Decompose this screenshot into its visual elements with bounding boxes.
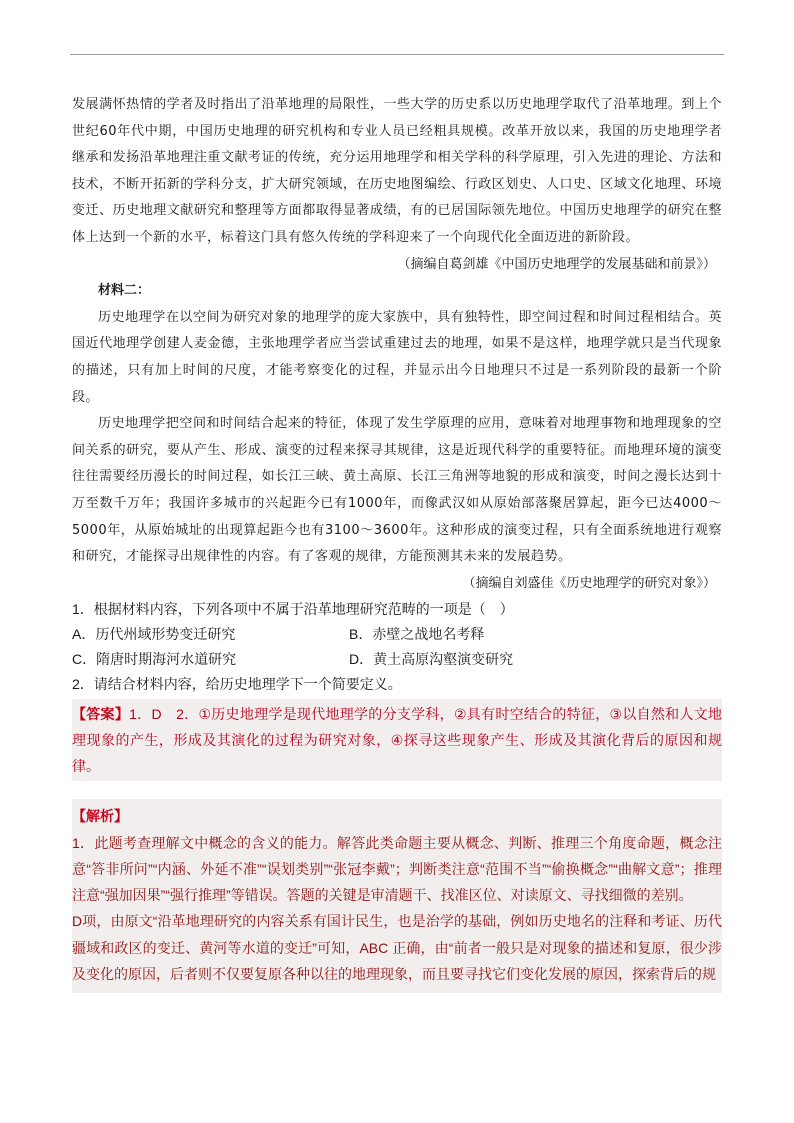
analysis-box [72,799,722,993]
option-b: B．赤壁之战地名考释 [349,626,485,643]
option-a: A．历代州域形势变迁研究 [72,626,236,643]
question-one-stem: 1．根据材料内容，下列各项中不属于沿革地理研究范畴的一项是（ ） [72,601,514,618]
answer-tag: 【答案】 [72,706,130,723]
analysis-paragraph-2: D项，由原文“沿革地理研究的内容关系有国计民生，也是治学的基础，例如历史地名的注释和考证、历代疆域和政区的变迁、黄河等水道的变迁”可知，ABC 正确，由“前者一般只是对现象的描述和复原，很少涉及变化的原因，后者则不仅要复原各种以往的地理现象，而且要寻找它们变化发展的原因，探索背后的规 [72,913,722,983]
material-two-label: 材料二： [98,283,151,299]
material-two-source: （摘编自刘盛佳《历史地理学的研究对象》） [462,575,716,591]
options-row-2 [72,647,722,672]
material-one-paragraph: 发展满怀热情的学者及时指出了沿革地理的局限性，一些大学的历史系以历史地理学取代了沿革地理。到上个世纪60年代中期，中国历史地理的研究机构和专业人员已经粗具规模。改革开放以来，我国的历史地理学者继承和发扬沿革地理注重文献考证的传统，充分运用地理学和相关学科的科学原理，引入先进的理论、方法和技术，不断开拓新的学科分支，扩大研究领域，在历史地图编绘、行政区划史、人口史、区域文化地理、环境变迁、历史地理文献研究和整理等方面都取得显著成绩，有的已居国际领先地位。中国历史地理学的研究在整体上达到一个新的水平，标着这门具有悠久传统的学科迎来了一个向现代化全面迈进的新阶段。 [72,97,722,245]
content-area [72,92,722,993]
material-one-source: （摘编自葛剑雄《中国历史地理学的发展基础和前景》） [397,256,716,272]
answer-box [72,699,722,781]
option-c: C．隋唐时期海河水道研究 [72,651,237,668]
analysis-tag: 【解析】 [72,808,128,825]
analysis-paragraph-1: 1．此题考查理解文中概念的含义的能力。解答此类命题主要从概念、判断、推理三个角度命题，概念注意“答非所问”“内涵、外延不准”“误划类别”“张冠李戴”；判断类注意“范围不当”“偷换概念”“曲解文意”；推理注意“强加因果”“强行推理”等错误。答题的关键是审清题干、找准区位、对读原文、寻找细微的差别。 [72,834,722,904]
answer-content [72,701,722,779]
header-rule [70,54,724,55]
analysis-tag-line [72,803,722,829]
option-d: D．黄土高原沟壑演变研究 [349,651,514,668]
material-two-paragraph-2: 历史地理学把空间和时间结合起来的特征，体现了发生学原理的应用，意味着对地理事物和地理现象的空间关系的研究，要从产生、形成、演变的过程来探寻其规律，这是近现代科学的重要特征。而地理环境的演变往往需要经历漫长的时间过程，如长江三峡、黄土高原、长江三角洲等地貌的形成和演变，时间之漫长达到十万至数千万年；我国许多城市的兴起距今已有1000年，而像武汉如从原始部落聚居算起，距今已达4000～5000年，从原始城址的出现算起距今也有3100～3600年。这种形成的演变过程，只有全面系统地进行观察和研究，才能探寻出规律性的内容。有了客观的规律，方能预测其未来的发展趋势。 [72,416,722,565]
options-row-1 [72,622,722,647]
answer-text: 1．D 2．①历史地理学是现代地理学的分支学科，②具有时空结合的特征，③以自然和人文地理现象的产生，形成及其演化的过程为研究对象，④探寻这些现象产生、形成及其演化背后的原因和规律。 [72,706,722,775]
question-two-stem: 2．请结合材料内容，给历史地理学下一个简要定义。 [72,676,402,693]
material-two-paragraph-1: 历史地理学在以空间为研究对象的地理学的庞大家族中，具有独特性，即空间过程和时间过程相结合。英国近代地理学创建人麦金德，主张地理学者应当尝试重建过去的地理，如果不是这样，地理学就只是当代现象的描述，只有加上时间的尺度，才能考察变化的过程，并显示出今日地理只不过是一系列阶段的最新一个阶段。 [72,309,722,405]
